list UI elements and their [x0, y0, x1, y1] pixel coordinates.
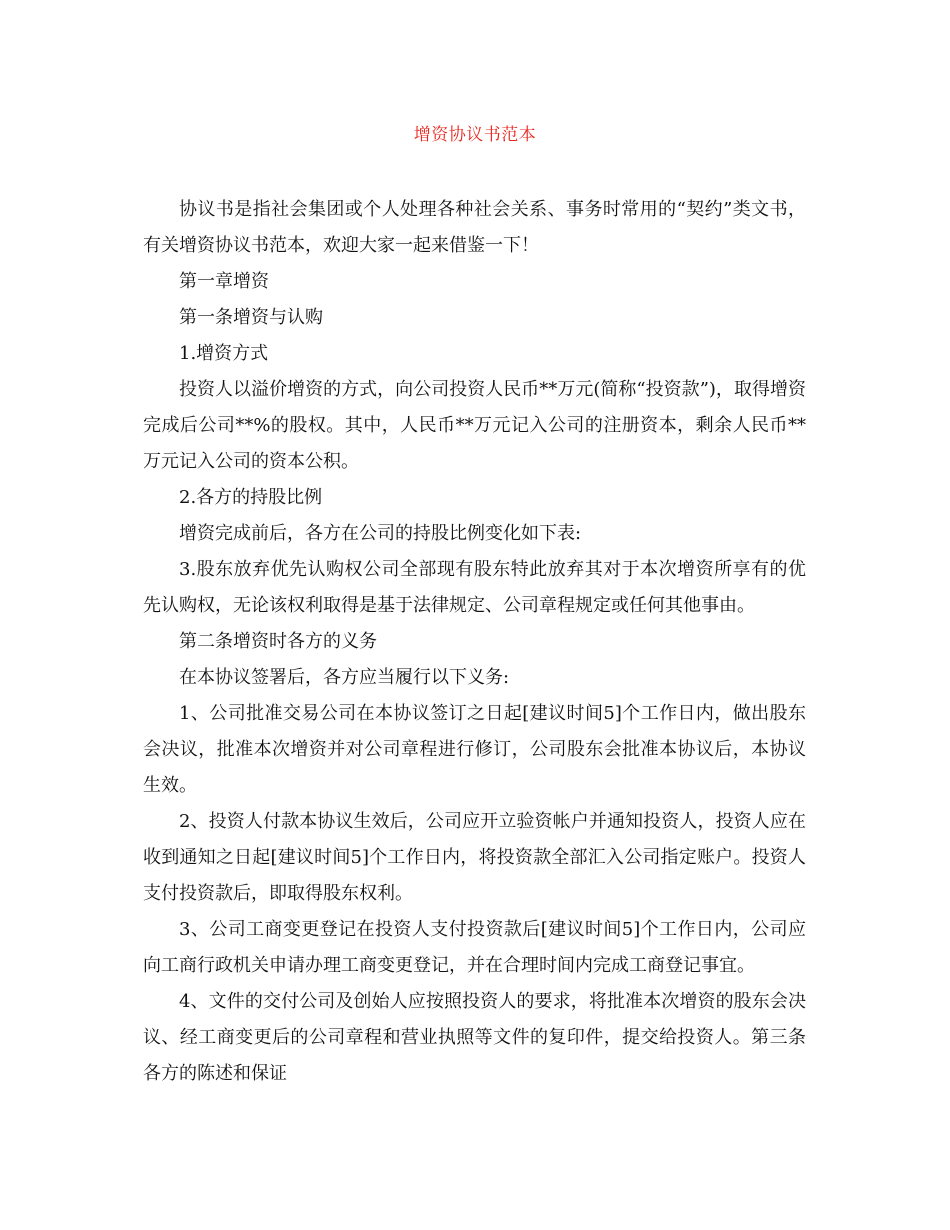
list-item: 3、公司工商变更登记在投资人支付投资款后[建议时间5]个工作日内，公司应向工商行政机关申请办理工商变更登记，并在合理时间内完成工商登记事宜。: [143, 919, 806, 976]
paragraph: 在本协议签署后，各方应当履行以下义务:: [179, 667, 510, 688]
list-item: 2、投资人付款本协议生效后，公司应开立验资帐户并通知投资人，投资人应在收到通知之日起[建议时间5]个工作日内，将投资款全部汇入公司指定账户。投资人支付投资款后，即取得股东权利。: [143, 811, 806, 904]
section-heading: 2.各方的持股比例: [179, 487, 323, 508]
paragraph: 3.股东放弃优先认购权公司全部现有股东特此放弃其对于本次增资所享有的优先认购权，无论该权利取得是基于法律规定、公司章程规定或任何其他事由。: [143, 559, 806, 616]
paragraph-intro: 协议书是指社会集团或个人处理各种社会关系、事务时常用的“契约”类文书，有关增资协议书范本，欢迎大家一起来借鉴一下！: [143, 199, 806, 256]
article-heading: 第一条增资与认购: [179, 307, 323, 328]
document-title: 增资协议书范本: [413, 125, 537, 145]
paragraph: 增资完成前后，各方在公司的持股比例变化如下表:: [179, 523, 582, 544]
document-body: [143, 192, 806, 1092]
article-heading: 第二条增资时各方的义务: [179, 631, 377, 652]
paragraph: 投资人以溢价增资的方式，向公司投资人民币**万元(简称“投资款”)，取得增资完成后公司**%的股权。其中，人民币**万元记入公司的注册资本，剩余人民币**万元记入公司的资本公积。: [143, 379, 806, 472]
list-item: 4、文件的交付公司及创始人应按照投资人的要求，将批准本次增资的股东会决议、经工商变更后的公司章程和营业执照等文件的复印件，提交给投资人。第三条各方的陈述和保证: [143, 991, 806, 1084]
list-item: 1、公司批准交易公司在本协议签订之日起[建议时间5]个工作日内，做出股东会决议，批准本次增资并对公司章程进行修订，公司股东会批准本协议后，本协议生效。: [143, 703, 806, 796]
chapter-heading: 第一章增资: [179, 271, 269, 292]
section-heading: 1.增资方式: [179, 343, 269, 364]
